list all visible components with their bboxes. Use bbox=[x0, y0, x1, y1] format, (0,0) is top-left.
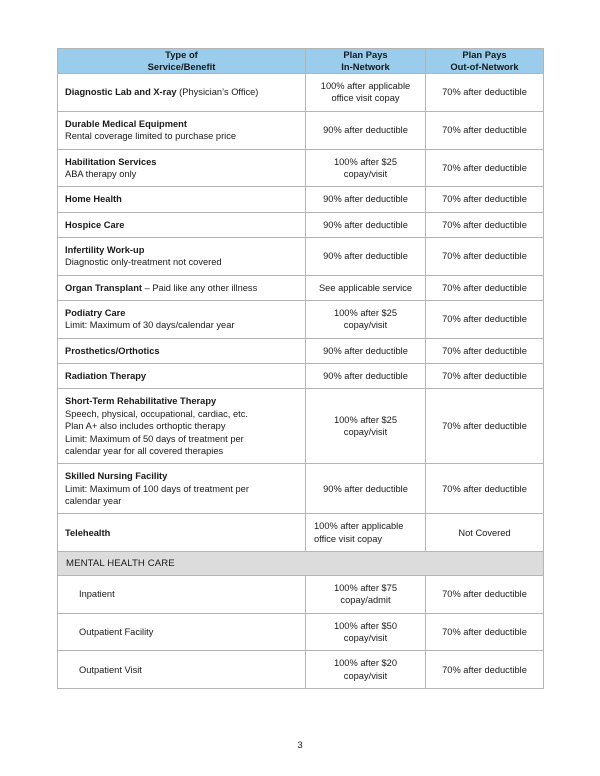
cell-service-benefit bbox=[58, 187, 306, 212]
service-name: Telehealth bbox=[65, 527, 111, 538]
table-row bbox=[58, 651, 544, 689]
cell-service-benefit bbox=[58, 212, 306, 237]
service-name: Hospice Care bbox=[65, 219, 125, 230]
cell-service-benefit bbox=[58, 338, 306, 363]
cell-service-benefit bbox=[58, 301, 306, 339]
cell-plan-pays-out-of-network: 70% after deductible bbox=[426, 338, 544, 363]
table-row bbox=[58, 364, 544, 389]
column-header-service-line1: Type of bbox=[165, 49, 198, 60]
column-header-in-network-line2: In-Network bbox=[341, 61, 390, 73]
benefits-summary-table bbox=[57, 48, 544, 689]
table-row bbox=[58, 212, 544, 237]
service-detail-line: Plan A+ also includes orthoptic therapy bbox=[65, 421, 226, 432]
cell-service-benefit bbox=[58, 149, 306, 187]
service-detail-line: Rental coverage limited to purchase price bbox=[65, 131, 237, 142]
service-name: Short-Term Rehabilitative Therapy bbox=[65, 396, 217, 407]
cell-plan-pays-in-network: 90% after deductible bbox=[306, 212, 426, 237]
cell-plan-pays-in-network: See applicable service bbox=[306, 275, 426, 300]
table-row bbox=[58, 338, 544, 363]
cell-plan-pays-in-network: 100% after $20 copay/visit bbox=[306, 651, 426, 689]
cell-service-benefit bbox=[58, 237, 306, 275]
service-name: Organ Transplant bbox=[65, 282, 142, 293]
cell-plan-pays-out-of-network: 70% after deductible bbox=[426, 576, 544, 614]
service-name: Radiation Therapy bbox=[65, 371, 147, 382]
column-header-service-line2: Service/Benefit bbox=[147, 61, 216, 73]
cell-service-benefit bbox=[58, 74, 306, 112]
section-heading: MENTAL HEALTH CARE bbox=[58, 552, 544, 576]
table-row bbox=[58, 237, 544, 275]
table-body bbox=[58, 74, 544, 689]
cell-plan-pays-out-of-network: 70% after deductible bbox=[426, 275, 544, 300]
service-name: Durable Medical Equipment bbox=[65, 118, 187, 129]
service-name: Outpatient Facility bbox=[79, 626, 154, 637]
table-header bbox=[58, 49, 544, 74]
page-number: 3 bbox=[297, 740, 303, 751]
service-name: Diagnostic Lab and X-ray bbox=[65, 87, 177, 98]
service-detail-line: Speech, physical, occupational, cardiac, etc. bbox=[65, 408, 248, 419]
cell-service-benefit bbox=[58, 464, 306, 514]
table-row bbox=[58, 613, 544, 651]
table-row bbox=[58, 275, 544, 300]
cell-plan-pays-out-of-network: 70% after deductible bbox=[426, 187, 544, 212]
cell-plan-pays-out-of-network: 70% after deductible bbox=[426, 149, 544, 187]
table-row bbox=[58, 576, 544, 614]
cell-plan-pays-in-network: 90% after deductible bbox=[306, 464, 426, 514]
service-name: Infertility Work-up bbox=[65, 244, 145, 255]
cell-plan-pays-in-network: 90% after deductible bbox=[306, 364, 426, 389]
cell-plan-pays-in-network: 100% after $25 copay/visit bbox=[306, 301, 426, 339]
service-detail-line: calendar year for all covered therapies bbox=[65, 445, 224, 456]
cell-service-benefit bbox=[58, 514, 306, 552]
service-name: Home Health bbox=[65, 194, 122, 205]
cell-plan-pays-in-network: 90% after deductible bbox=[306, 111, 426, 149]
table-row bbox=[58, 111, 544, 149]
service-detail-line: Diagnostic only-treatment not covered bbox=[65, 257, 222, 268]
service-name: Habilitation Services bbox=[65, 156, 157, 167]
cell-plan-pays-out-of-network: 70% after deductible bbox=[426, 237, 544, 275]
cell-plan-pays-out-of-network: Not Covered bbox=[426, 514, 544, 552]
service-name: Outpatient Visit bbox=[79, 664, 142, 675]
cell-plan-pays-in-network: 90% after deductible bbox=[306, 237, 426, 275]
table-section-row bbox=[58, 552, 544, 576]
cell-service-benefit bbox=[58, 275, 306, 300]
cell-plan-pays-out-of-network: 70% after deductible bbox=[426, 613, 544, 651]
column-header-in-network-line1: Plan Pays bbox=[343, 49, 388, 60]
cell-plan-pays-out-of-network: 70% after deductible bbox=[426, 651, 544, 689]
cell-plan-pays-in-network: 100% after $50 copay/visit bbox=[306, 613, 426, 651]
cell-plan-pays-in-network: 100% after $75 copay/admit bbox=[306, 576, 426, 614]
column-header-in-network bbox=[306, 49, 426, 74]
column-header-service bbox=[58, 49, 306, 74]
service-detail-line: Limit: Maximum of 100 days of treatment per bbox=[65, 483, 249, 494]
cell-plan-pays-out-of-network: 70% after deductible bbox=[426, 212, 544, 237]
service-name: Inpatient bbox=[79, 589, 115, 600]
table-header-row bbox=[58, 49, 544, 74]
cell-plan-pays-out-of-network: 70% after deductible bbox=[426, 389, 544, 464]
table-row bbox=[58, 514, 544, 552]
service-detail-line: Limit: Maximum of 50 days of treatment per bbox=[65, 433, 244, 444]
table-row bbox=[58, 187, 544, 212]
table-row bbox=[58, 149, 544, 187]
cell-plan-pays-in-network: 90% after deductible bbox=[306, 338, 426, 363]
cell-plan-pays-in-network: 100% after applicable office visit copay bbox=[306, 514, 426, 552]
cell-plan-pays-in-network: 100% after applicable office visit copay bbox=[306, 74, 426, 112]
service-detail-line: calendar year bbox=[65, 495, 122, 506]
service-detail-line: ABA therapy only bbox=[65, 168, 137, 179]
cell-service-benefit bbox=[58, 651, 306, 689]
service-detail-line: Limit: Maximum of 30 days/calendar year bbox=[65, 320, 235, 331]
table-row bbox=[58, 74, 544, 112]
cell-plan-pays-in-network: 90% after deductible bbox=[306, 187, 426, 212]
cell-plan-pays-out-of-network: 70% after deductible bbox=[426, 464, 544, 514]
column-header-out-of-network bbox=[426, 49, 544, 74]
service-qualifier: (Physician’s Office) bbox=[176, 87, 259, 98]
cell-service-benefit bbox=[58, 576, 306, 614]
column-header-out-of-network-line1: Plan Pays bbox=[462, 49, 507, 60]
cell-service-benefit bbox=[58, 613, 306, 651]
service-name: Podiatry Care bbox=[65, 308, 126, 319]
table-row bbox=[58, 464, 544, 514]
cell-service-benefit bbox=[58, 389, 306, 464]
cell-plan-pays-out-of-network: 70% after deductible bbox=[426, 364, 544, 389]
column-header-out-of-network-line2: Out-of-Network bbox=[450, 61, 519, 73]
cell-plan-pays-out-of-network: 70% after deductible bbox=[426, 74, 544, 112]
service-name: Prosthetics/Orthotics bbox=[65, 345, 160, 356]
table-row bbox=[58, 389, 544, 464]
service-name: Skilled Nursing Facility bbox=[65, 471, 168, 482]
cell-plan-pays-out-of-network: 70% after deductible bbox=[426, 111, 544, 149]
cell-plan-pays-in-network: 100% after $25 copay/visit bbox=[306, 389, 426, 464]
cell-plan-pays-out-of-network: 70% after deductible bbox=[426, 301, 544, 339]
cell-service-benefit bbox=[58, 364, 306, 389]
table-row bbox=[58, 301, 544, 339]
cell-service-benefit bbox=[58, 111, 306, 149]
service-qualifier: – Paid like any other illness bbox=[141, 282, 258, 293]
cell-plan-pays-in-network: 100% after $25 copay/visit bbox=[306, 149, 426, 187]
